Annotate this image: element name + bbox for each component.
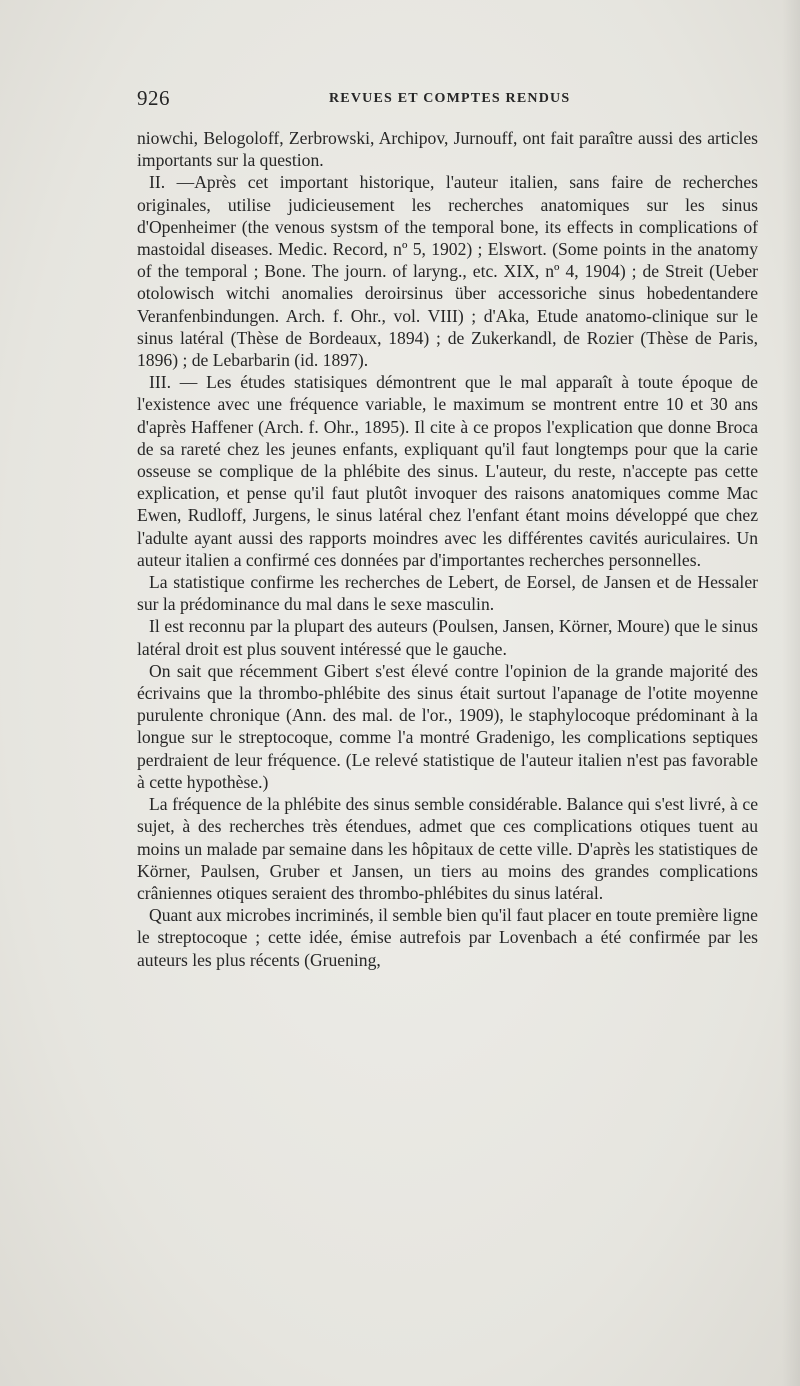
- page-number: 926: [137, 86, 170, 110]
- running-head: REVUES ET COMPTES RENDUS: [329, 91, 571, 106]
- page-edge-shadow: [782, 0, 800, 1386]
- paragraph: On sait que récemment Gibert s'est élevé contre l'opinion de la grande majorité des écrivains que la thrombo-phlébite des sinus était surtout l'apanage de l'otite moyenne purulente chronique (Ann. des mal. de l'or., 1909), le staphylocoque prédominant à la longue sur le streptocoque, comme l'a montré Gradenigo, les complications septiques perdraient de leur fréquence. (Le relevé statistique de l'auteur italien n'est pas favorable à cette hypothèse.): [137, 660, 758, 792]
- paragraph: III. — Les études statisiques démontrent que le mal apparaît à toute époque de l'existence avec une fréquence variable, le maximum se montrent entre 10 et 30 ans d'après Haffener (Arch. f. Ohr., 1895). Il cite à ce propos l'explication que donne Broca de sa rareté chez les jeunes enfants, expliquant qu'il faut longtemps pour que la carie osseuse se complique de la phlébite des sinus. L'auteur, du reste, n'accepte pas cette explication, et pense qu'il faut plutôt invoquer des raisons anatomiques comme Mac Ewen, Rudloff, Jurgens, le sinus latéral chez l'enfant étant moins développé que chez l'adulte ayant aussi des rapports moindres avec les différentes cavités auriculaires. Un auteur italien a confirmé ces données par d'importantes recherches personnelles.: [137, 372, 758, 570]
- paragraph: II. —Après cet important historique, l'auteur italien, sans faire de recherches originales, utilise judicieusement les recherches anatomiques sur les sinus d'Openheimer (the venous systsm of the temporal bone, its effects in complications of mastoidal diseases. Medic. Record, nº 5, 1902) ; Elswort. (Some points in the anatomy of the temporal ; Bone. The journ. of laryng., etc. XIX, nº 4, 1904) ; de Streit (Ueber otolowisch witchi anomalies deroirsinus über accessoriche sinus hobedentandere Veranfenbindungen. Arch. f. Ohr., vol. VIII) ; d'Aka, Etude anatomo-clinique sur le sinus latéral (Thèse de Bordeaux, 1894) ; de Zukerkandl, de Rozier (Thèse de Paris, 1896) ; de Lebarbarin (id. 1897).: [137, 172, 758, 371]
- paragraph: Il est reconnu par la plupart des auteurs (Poulsen, Jansen, Körner, Moure) que le sinus latéral droit est plus souvent intéressé que le gauche.: [137, 616, 758, 659]
- paragraph: La statistique confirme les recherches de Lebert, de Eorsel, de Jansen et de Hessaler sur la prédominance du mal dans le sexe masculin.: [137, 572, 758, 615]
- paragraph: niowchi, Belogoloff, Zerbrowski, Archipov, Jurnouff, ont fait paraître aussi des articles importants sur la question.: [137, 128, 758, 171]
- paragraph: La fréquence de la phlébite des sinus semble considérable. Balance qui s'est livré, à ce sujet, à des recherches très étendues, admet que ces complications otiques tuent au moins un malade par semaine dans les hôpitaux de cette ville. D'après les statistiques de Körner, Paulsen, Gruber et Jansen, un tiers au moins des grandes complications crâniennes otiques seraient des thrombo-phlébites du sinus latéral.: [137, 794, 758, 903]
- article-body: [137, 127, 758, 971]
- paragraph: Quant aux microbes incriminés, il semble bien qu'il faut placer en toute première ligne le streptocoque ; cette idée, émise autrefois par Lovenbach a été confirmée par les auteurs les plus récents (Gruening,: [137, 905, 758, 970]
- page-header: [137, 86, 757, 112]
